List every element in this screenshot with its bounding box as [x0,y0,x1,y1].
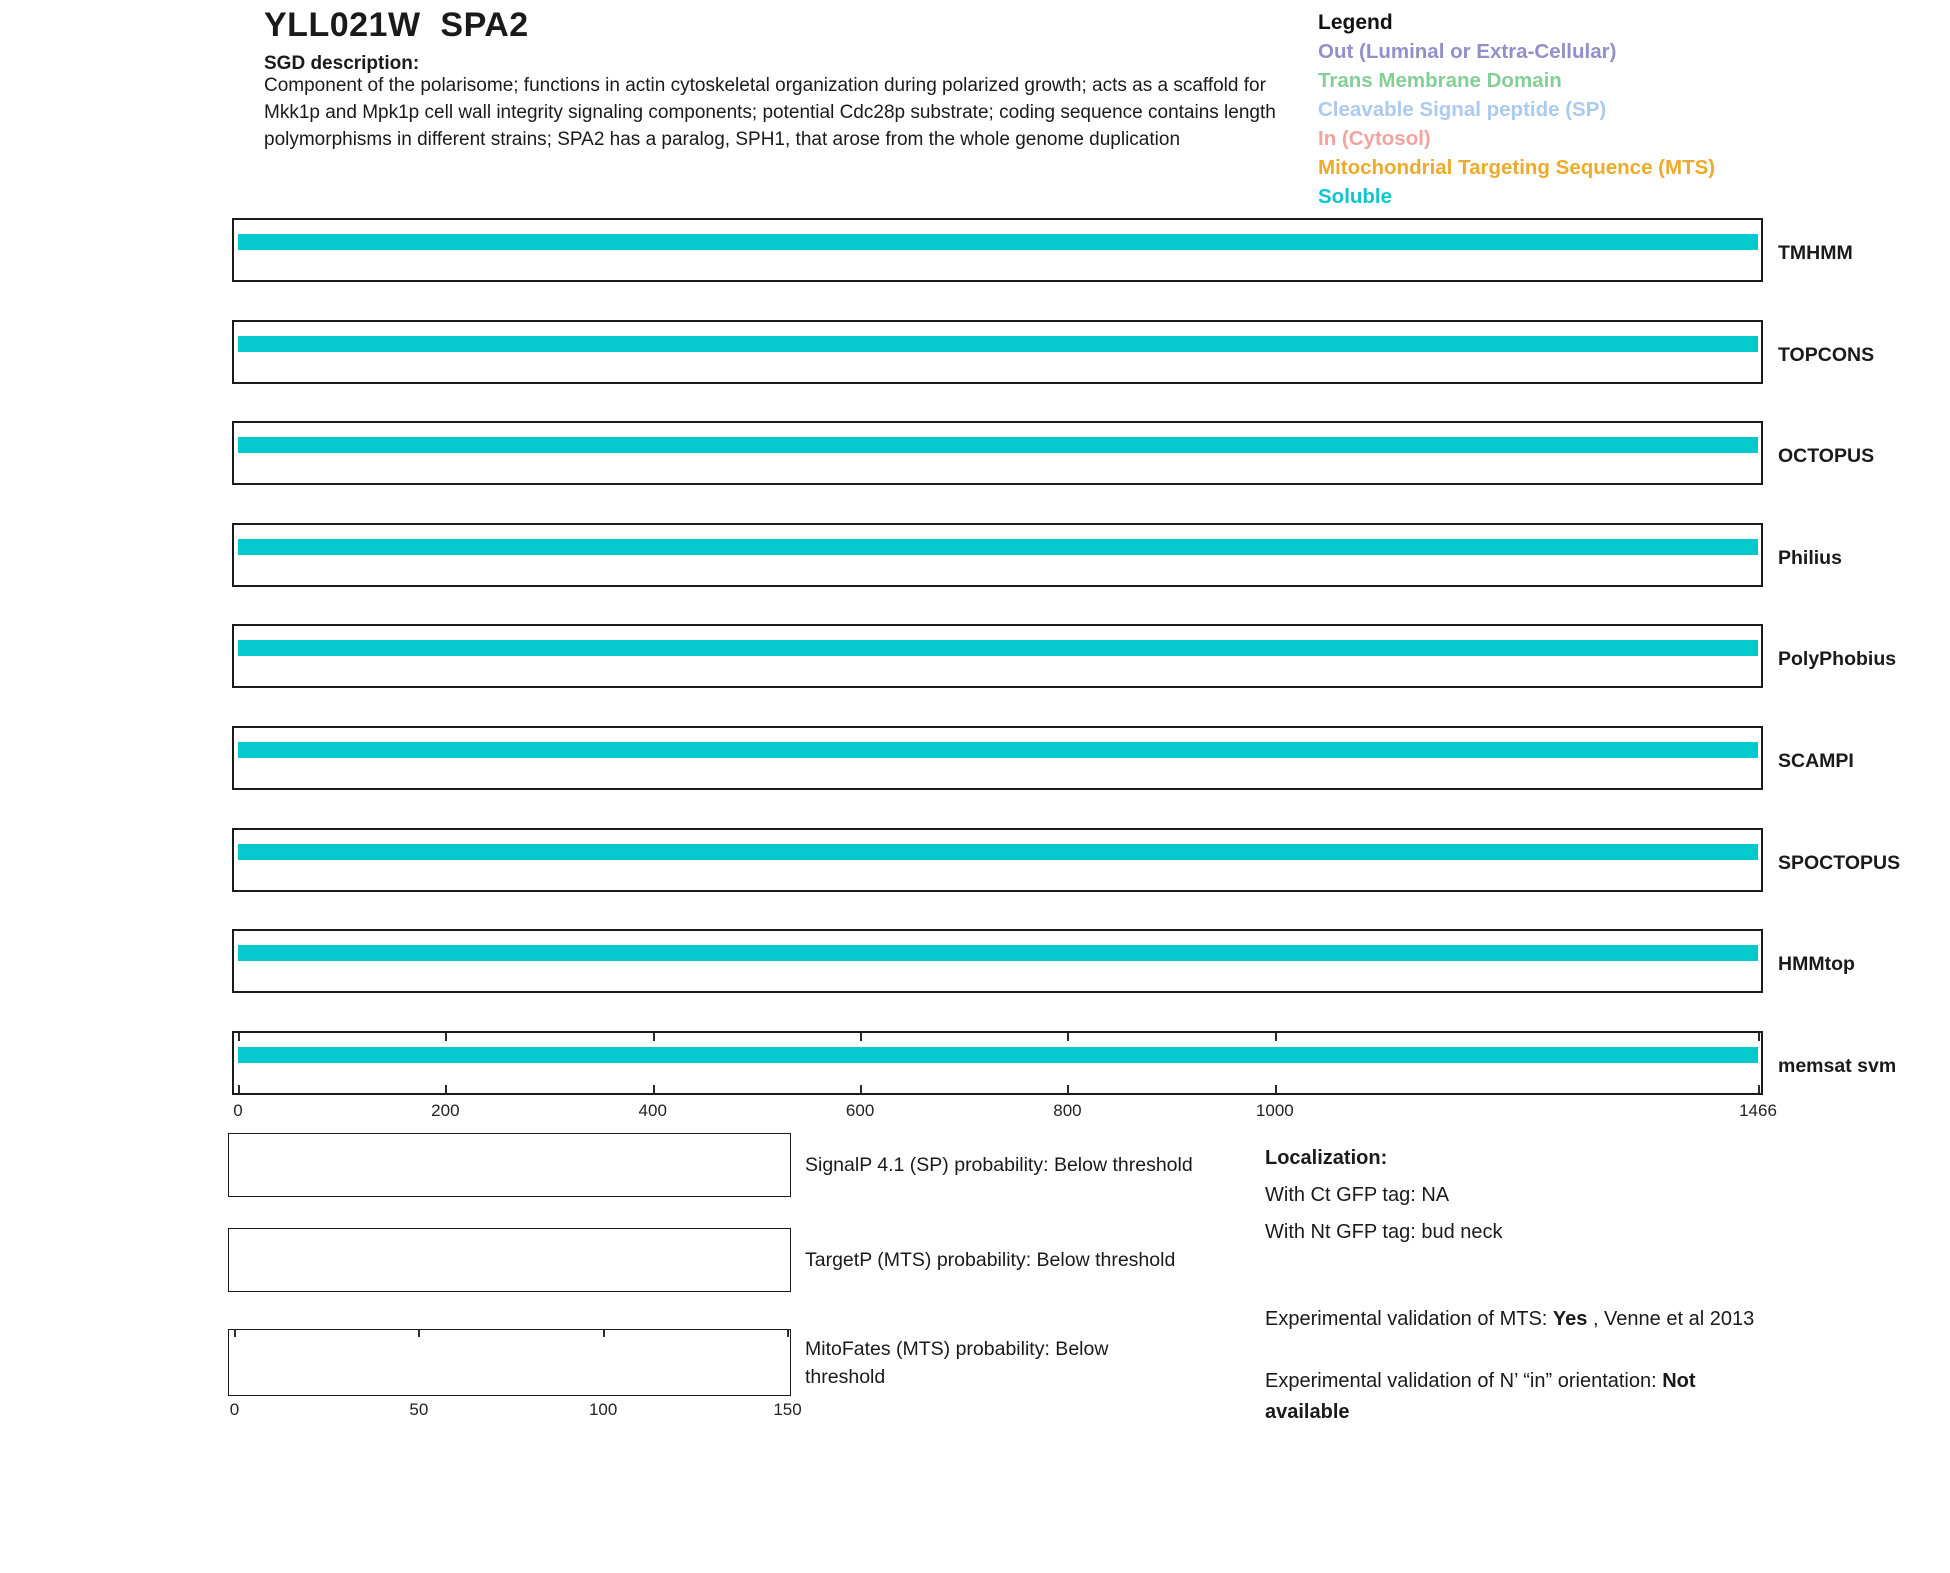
axis-tick-bottom [445,1085,447,1093]
legend-item-soluble: Soluble [1318,185,1393,208]
prediction-segment-soluble [238,1047,1758,1063]
page-title: YLL021W SPA2 [264,6,529,44]
ct-gfp-line: With Ct GFP tag: NA [1265,1184,1450,1206]
prob-axis-tick-label: 0 [229,1400,240,1419]
axis-tick-bottom [1758,1085,1760,1093]
sgd-description-label: SGD description: [264,53,420,74]
orientation-validation-line [1265,1366,1727,1428]
axis-tick-top [1275,1033,1277,1041]
mts-validation-suffix: , Venne et al 2013 [1587,1308,1755,1330]
prob-axis-tick-label: 150 [773,1400,802,1419]
track-label-topcons: TOPCONS [1778,344,1875,366]
track-label-philius: Philius [1778,547,1842,569]
legend-title: Legend [1318,11,1393,34]
mts-validation-line [1265,1306,1754,1332]
track-box-memsat-svm [232,1031,1763,1095]
prob-axis-tick [603,1330,605,1337]
prediction-segment-soluble [238,336,1758,352]
track-box-topcons [232,320,1763,384]
probability-plot-mitofates-mts- [228,1329,791,1396]
track-label-tmhmm: TMHMM [1778,242,1853,264]
probability-caption-signalp-4-1-sp-: SignalP 4.1 (SP) probability: Below threshold [805,1154,1193,1176]
legend-item-in: In (Cytosol) [1318,127,1431,150]
track-label-hmmtop: HMMtop [1778,953,1855,975]
prediction-segment-soluble [238,640,1758,656]
legend-item-sp: Cleavable Signal peptide (SP) [1318,98,1607,121]
track-label-polyphobius: PolyPhobius [1778,648,1897,670]
prob-axis-tick-label: 50 [409,1400,429,1419]
axis-tick-top [1758,1033,1760,1041]
axis-tick-bottom [860,1085,862,1093]
residue-axis-tick-label: 600 [845,1101,875,1120]
probability-plot-targetp-mts- [228,1228,791,1292]
axis-tick-bottom [238,1085,240,1093]
prediction-segment-soluble [238,742,1758,758]
legend-item-out: Out (Luminal or Extra-Cellular) [1318,40,1617,63]
probability-caption-mitofates-mts-: MitoFates (MTS) probability: Below threshold [805,1337,1109,1388]
mts-validation-value: Yes [1552,1308,1588,1330]
track-box-tmhmm [232,218,1763,282]
track-label-spoctopus: SPOCTOPUS [1778,852,1901,874]
residue-axis-tick-label: 1000 [1255,1101,1294,1120]
axis-tick-bottom [1067,1085,1069,1093]
track-label-scampi: SCAMPI [1778,750,1854,772]
axis-tick-top [653,1033,655,1041]
axis-tick-top [1067,1033,1069,1041]
prediction-segment-soluble [238,437,1758,453]
residue-axis-tick-label: 1466 [1739,1101,1777,1120]
probability-plot-signalp-4-1-sp- [228,1133,791,1197]
track-label-memsat-svm: memsat svm [1778,1055,1897,1077]
legend [1318,8,1878,211]
residue-axis-tick-label: 400 [638,1101,667,1120]
axis-tick-top [238,1033,240,1041]
residue-axis-tick-label: 0 [233,1101,243,1120]
prediction-segment-soluble [238,539,1758,555]
residue-axis-tick-label: 800 [1053,1101,1082,1120]
track-box-hmmtop [232,929,1763,993]
legend-items [1318,37,1878,211]
prediction-segment-soluble [238,234,1758,250]
prob-axis-tick [418,1330,420,1337]
orientation-value: Not available [1265,1370,1696,1423]
axis-tick-top [860,1033,862,1041]
probability-caption-targetp-mts-: TargetP (MTS) probability: Below threshold [805,1249,1176,1271]
prediction-segment-soluble [238,844,1758,860]
track-label-octopus: OCTOPUS [1778,445,1875,467]
sgd-description-text: Component of the polarisome; functions in actin cytoskeletal organization during polarized growth; acts as a scaffold for Mkk1p and Mpk1p cell wall integrity signaling components; potential Cdc28p substrate; coding sequence contains length polymorphisms in different strains; SPA2 has a paralog, SPH1, that arose from the whole genome duplication [264,75,1276,150]
axis-tick-bottom [653,1085,655,1093]
track-box-philius [232,523,1763,587]
axis-tick-top [445,1033,447,1041]
nt-gfp-line: With Nt GFP tag: bud neck [1265,1221,1503,1243]
localization-title: Localization: [1265,1147,1388,1169]
residue-axis-tick-label: 200 [431,1101,460,1120]
prob-axis-tick [787,1330,789,1337]
track-box-octopus [232,421,1763,485]
legend-item-mts: Mitochondrial Targeting Sequence (MTS) [1318,156,1716,179]
track-box-spoctopus [232,828,1763,892]
orientation-prefix: Experimental validation of N’ “in” orientation: [1265,1370,1663,1392]
track-box-scampi [232,726,1763,790]
mts-validation-prefix: Experimental validation of MTS: [1265,1308,1553,1330]
axis-tick-bottom [1275,1085,1277,1093]
prob-axis-tick [234,1330,236,1337]
legend-item-tm: Trans Membrane Domain [1318,69,1562,92]
track-box-polyphobius [232,624,1763,688]
prediction-segment-soluble [238,945,1758,961]
prob-axis-tick-label: 100 [588,1400,618,1419]
